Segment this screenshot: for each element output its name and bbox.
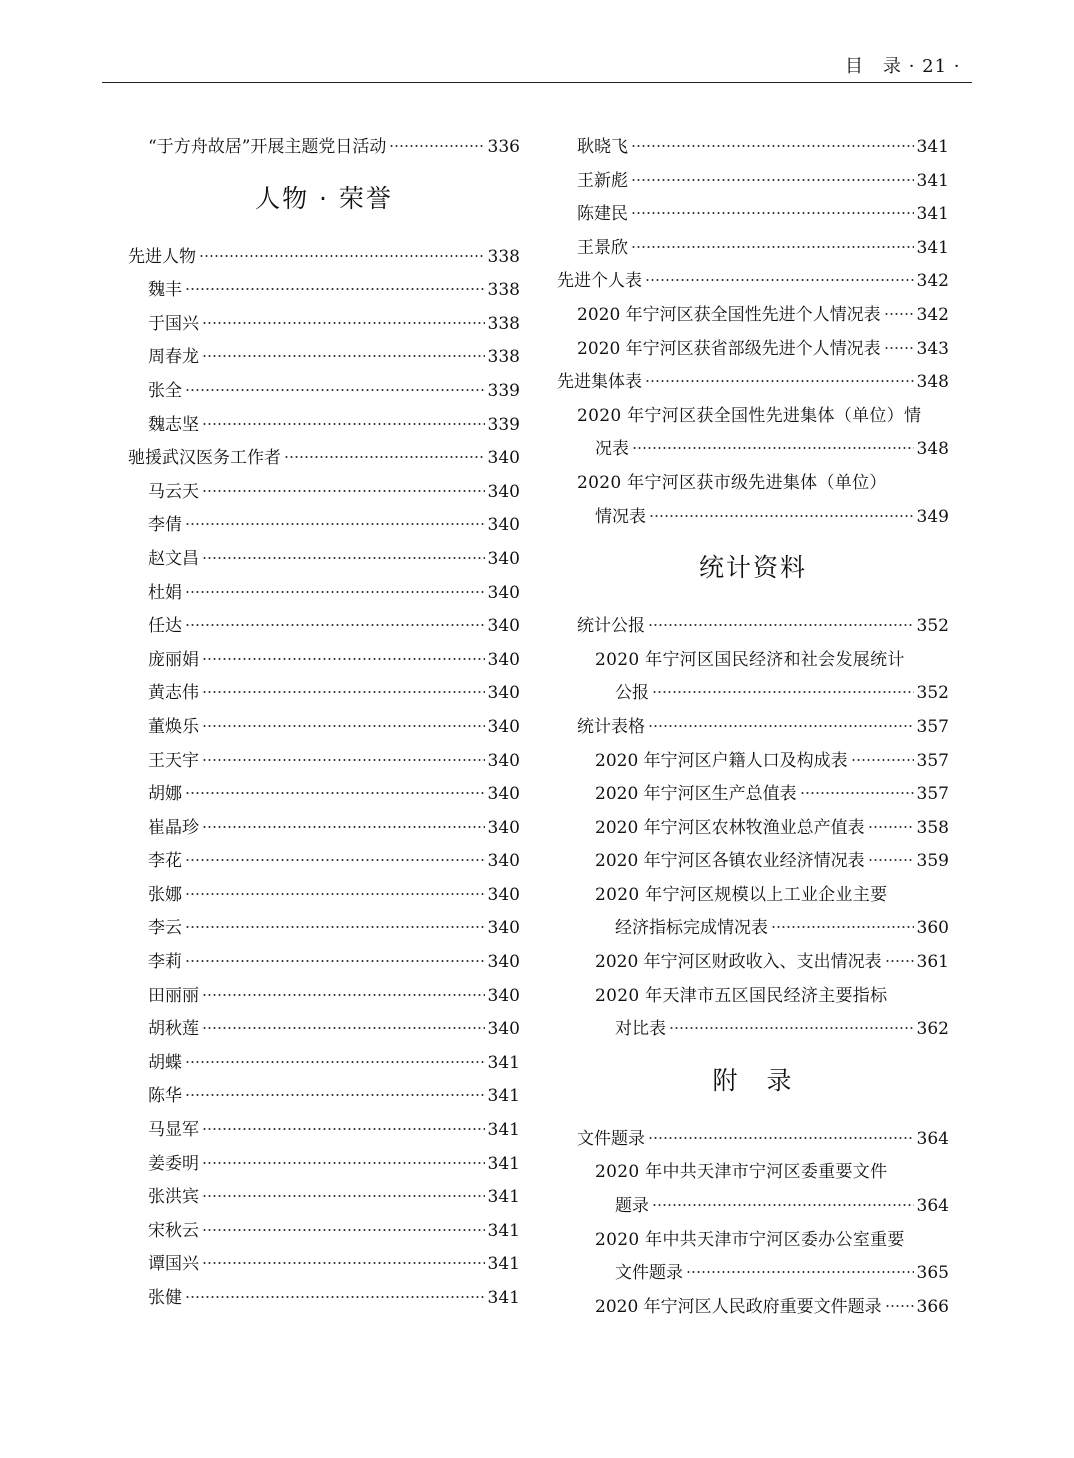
toc-entry[interactable]	[557, 845, 949, 879]
toc-entry-title: 马显军	[148, 1120, 199, 1141]
toc-entry-title: “于方舟故居”开展主题党日活动	[148, 137, 387, 157]
toc-entry[interactable]	[128, 509, 520, 543]
leader-dots	[202, 759, 485, 761]
toc-entry[interactable]	[557, 980, 949, 1014]
toc-entry-title: 2020 年宁河区各镇农业经济情况表	[595, 851, 865, 872]
toc-entry-page: 357	[916, 716, 949, 737]
header-rule	[102, 82, 972, 83]
toc-entry-page: 340	[487, 649, 520, 670]
toc-entry-page: 358	[916, 817, 949, 838]
toc-entry[interactable]	[128, 577, 520, 611]
toc-entry[interactable]	[557, 265, 949, 299]
toc-entry-page: 341	[916, 170, 949, 191]
leader-dots	[631, 179, 914, 181]
toc-entry[interactable]	[557, 711, 949, 745]
toc-entry-title: 张娜	[148, 884, 182, 905]
toc-entry-title: 题录	[615, 1196, 649, 1217]
toc-entry-title: 胡秋莲	[148, 1019, 199, 1040]
toc-entry[interactable]	[557, 1257, 949, 1291]
toc-entry-page: 342	[916, 271, 949, 292]
leader-dots	[202, 1128, 485, 1130]
toc-entry-title: 魏丰	[148, 280, 182, 301]
toc-entry-page: 364	[916, 1128, 949, 1149]
section-title-appendix: 附 录	[712, 1065, 794, 1095]
toc-entry[interactable]	[557, 165, 949, 199]
toc-entry-page: 361	[916, 952, 949, 973]
toc-entry[interactable]	[128, 1080, 520, 1114]
toc-entry-page: 341	[487, 1052, 520, 1073]
leader-dots	[389, 145, 484, 147]
leader-dots	[202, 423, 485, 425]
toc-entry-page: 341	[916, 237, 949, 258]
leader-dots	[202, 1262, 485, 1264]
toc-entry-page: 342	[916, 304, 949, 325]
leader-dots	[686, 1271, 914, 1273]
toc-entry[interactable]	[128, 442, 520, 476]
leader-dots	[632, 447, 914, 449]
toc-entry-title: 2020 年宁河区户籍人口及构成表	[595, 750, 848, 771]
toc-entry-page: 340	[487, 548, 520, 569]
toc-entry-title: 公报	[615, 683, 649, 704]
toc-entry-title: 王景欣	[577, 237, 628, 258]
toc-entry-page: 339	[487, 414, 520, 435]
leader-dots	[185, 591, 485, 593]
toc-entry-page: 340	[487, 851, 520, 872]
toc-entry[interactable]	[128, 375, 520, 409]
leader-dots	[884, 313, 914, 315]
toc-right-column	[557, 131, 949, 1324]
toc-entry-title: 2020 年宁河区生产总值表	[595, 784, 797, 805]
toc-entry-title: 黄志伟	[148, 683, 199, 704]
toc-entry[interactable]	[557, 299, 949, 333]
toc-entry[interactable]	[557, 745, 949, 779]
leader-dots	[771, 926, 914, 928]
toc-entry-page: 340	[487, 683, 520, 704]
leader-dots	[631, 246, 914, 248]
toc-entry-title: 经济指标完成情况表	[615, 918, 768, 939]
leader-dots	[185, 389, 485, 391]
toc-entry-title: 马云天	[148, 481, 199, 502]
leader-dots	[185, 960, 485, 962]
toc-entry-title: 王天宇	[148, 750, 199, 771]
leader-dots	[185, 1296, 485, 1298]
toc-entry-page: 338	[487, 347, 520, 368]
leader-dots	[284, 456, 485, 458]
leader-dots	[185, 792, 485, 794]
leader-dots	[631, 145, 914, 147]
toc-entry-title: 崔晶珍	[148, 817, 199, 838]
toc-entry-page: 340	[487, 1019, 520, 1040]
leader-dots	[199, 255, 485, 257]
toc-entry[interactable]	[557, 610, 949, 644]
leader-dots	[185, 288, 485, 290]
toc-list	[557, 131, 949, 534]
leader-dots	[185, 624, 485, 626]
toc-entry[interactable]	[128, 1148, 520, 1182]
toc-entry-title: 先进个人表	[557, 271, 642, 292]
toc-entry-page: 366	[916, 1296, 949, 1317]
leader-dots	[185, 1094, 485, 1096]
leader-dots	[185, 893, 485, 895]
leader-dots	[185, 926, 485, 928]
toc-entry[interactable]	[128, 980, 520, 1014]
toc-entry-page: 341	[487, 1220, 520, 1241]
toc-entry[interactable]	[128, 476, 520, 510]
leader-dots	[185, 859, 485, 861]
toc-entry-title: 2020 年宁河区规模以上工业企业主要	[595, 884, 888, 905]
toc-entry-title: 况表	[595, 439, 629, 460]
toc-entry-title: 2020 年天津市五区国民经济主要指标	[595, 985, 888, 1006]
toc-entry-page: 340	[487, 616, 520, 637]
toc-entry-title: 2020 年宁河区获全国性先进集体（单位）情	[577, 405, 922, 426]
toc-entry-page: 338	[487, 280, 520, 301]
toc-entry-page: 340	[487, 582, 520, 603]
toc-entry-page: 343	[916, 338, 949, 359]
toc-list	[557, 610, 949, 1047]
toc-entry[interactable]	[128, 1114, 520, 1148]
leader-dots	[885, 960, 914, 962]
toc-entry-page: 339	[487, 380, 520, 401]
toc-entry[interactable]	[128, 711, 520, 745]
toc-entry-title: 张洪宾	[148, 1187, 199, 1208]
toc-entry-page: 341	[487, 1086, 520, 1107]
toc-entry[interactable]	[128, 845, 520, 879]
toc-entry-title: 周春龙	[148, 347, 199, 368]
toc-entry-title: 先进人物	[128, 246, 196, 267]
toc-entry-page: 341	[487, 1288, 520, 1308]
toc-entry-page: 340	[487, 784, 520, 805]
toc-entry-title: 对比表	[615, 1019, 666, 1040]
toc-entry[interactable]	[128, 745, 520, 779]
toc-entry[interactable]	[128, 409, 520, 443]
toc-entry[interactable]	[557, 1156, 949, 1190]
toc-entry-title: 李花	[148, 851, 182, 872]
toc-entry-title: 2020 年宁河区获全国性先进个人情况表	[577, 304, 881, 325]
toc-entry-page: 357	[916, 750, 949, 771]
toc-entry-title: 2020 年中共天津市宁河区委办公室重要	[595, 1229, 905, 1250]
toc-entry[interactable]	[557, 644, 949, 678]
toc-entry[interactable]	[128, 1215, 520, 1249]
toc-entry-page: 364	[916, 1196, 949, 1217]
running-head: 目 录 · 21 ·	[845, 56, 961, 77]
toc-entry-title: 文件题录	[615, 1263, 683, 1284]
toc-entry-page: 360	[916, 918, 949, 939]
leader-dots	[884, 347, 914, 349]
toc-entry[interactable]	[128, 1181, 520, 1215]
leader-dots	[202, 1195, 485, 1197]
toc-entry-title: 谭国兴	[148, 1254, 199, 1275]
toc-entry-title: 胡娜	[148, 784, 182, 805]
toc-entry[interactable]	[128, 274, 520, 308]
leader-dots	[202, 725, 485, 727]
toc-entry-title: 胡蝶	[148, 1052, 182, 1073]
leader-dots	[648, 624, 914, 626]
toc-list	[557, 1123, 949, 1325]
toc-entry-title: 陈华	[148, 1086, 182, 1107]
toc-entry-title: 张全	[148, 380, 182, 401]
leader-dots	[648, 1137, 914, 1139]
toc-entry[interactable]	[128, 677, 520, 711]
toc-entry-page: 341	[487, 1120, 520, 1141]
toc-entry[interactable]	[557, 232, 949, 266]
toc-entry[interactable]	[557, 912, 949, 946]
toc-entry[interactable]	[557, 946, 949, 980]
toc-entry-title: 赵文昌	[148, 548, 199, 569]
toc-entry-title: 于国兴	[148, 313, 199, 334]
leader-dots	[202, 826, 485, 828]
toc-entry-title: 2020 年宁河区财政收入、支出情况表	[595, 952, 882, 973]
toc-entry-title: 魏志坚	[148, 414, 199, 435]
toc-entry-title: 文件题录	[577, 1128, 645, 1149]
toc-entry-title: 任达	[148, 616, 182, 637]
toc-entry-title: 庞丽娟	[148, 649, 199, 670]
toc-entry-title: 杜娟	[148, 582, 182, 603]
toc-entry[interactable]	[557, 778, 949, 812]
toc-entry-title: 田丽丽	[148, 985, 199, 1006]
toc-entry[interactable]	[557, 1123, 949, 1157]
section-title-statistics: 统计资料	[698, 553, 807, 583]
toc-entry-title: 陈建民	[577, 204, 628, 225]
toc-entry-page: 348	[916, 439, 949, 460]
leader-dots	[202, 1162, 485, 1164]
leader-dots	[202, 691, 485, 693]
leader-dots	[645, 279, 914, 281]
toc-entry-title: 统计表格	[577, 716, 645, 737]
toc-entry[interactable]	[557, 1224, 949, 1258]
toc-entry-page: 340	[487, 716, 520, 737]
leader-dots	[202, 1027, 485, 1029]
toc-entry[interactable]	[128, 543, 520, 577]
toc-entry-page: 340	[487, 985, 520, 1006]
toc-entry-title: 情况表	[595, 506, 646, 527]
toc-entry-page: 349	[916, 506, 949, 527]
toc-entry[interactable]	[557, 812, 949, 846]
toc-entry[interactable]	[557, 1190, 949, 1224]
toc-entry-title: 耿晓飞	[577, 137, 628, 157]
toc-entry-page: 340	[487, 918, 520, 939]
leader-dots	[202, 490, 485, 492]
toc-entry[interactable]	[128, 1013, 520, 1047]
toc-list	[128, 241, 520, 1316]
leader-dots	[800, 792, 914, 794]
leader-dots	[669, 1027, 914, 1029]
toc-entry[interactable]	[128, 879, 520, 913]
toc-entry-title: 张健	[148, 1288, 182, 1308]
toc-entry[interactable]	[557, 400, 949, 434]
toc-entry-title: 王新彪	[577, 170, 628, 191]
toc-entry-title: 2020 年宁河区国民经济和社会发展统计	[595, 649, 905, 670]
toc-entry-page: 341	[487, 1153, 520, 1174]
toc-entry-page: 336	[487, 137, 520, 157]
toc-entry[interactable]	[557, 501, 949, 535]
leader-dots	[868, 859, 914, 861]
toc-entry-title: 2020 年宁河区获市级先进集体（单位）	[577, 472, 887, 493]
toc-entry-page: 338	[487, 313, 520, 334]
toc-entry-page: 341	[916, 204, 949, 225]
toc-entry[interactable]	[128, 1282, 520, 1316]
toc-entry[interactable]	[557, 131, 949, 165]
toc-entry-title: 董焕乐	[148, 716, 199, 737]
toc-entry-page: 359	[916, 851, 949, 872]
toc-entry[interactable]	[557, 333, 949, 367]
leader-dots	[202, 658, 485, 660]
leader-dots	[645, 380, 914, 382]
leader-dots	[631, 212, 914, 214]
toc-entry-page: 340	[487, 481, 520, 502]
leader-dots	[202, 322, 485, 324]
toc-entry-title: 2020 年宁河区人民政府重要文件题录	[595, 1296, 882, 1317]
leader-dots	[649, 515, 914, 517]
toc-entry[interactable]	[128, 1047, 520, 1081]
toc-entry[interactable]	[128, 1248, 520, 1282]
toc-entry[interactable]	[128, 341, 520, 375]
toc-entry[interactable]	[128, 946, 520, 980]
toc-entry-title: 宋秋云	[148, 1220, 199, 1241]
leader-dots	[202, 355, 485, 357]
toc-entry[interactable]	[128, 241, 520, 275]
toc-entry-title: 李倩	[148, 515, 182, 536]
toc-entry[interactable]	[128, 610, 520, 644]
toc-entry-title: 李云	[148, 918, 182, 939]
toc-entry-page: 338	[487, 246, 520, 267]
toc-entry-title: 2020 年宁河区获省部级先进个人情况表	[577, 338, 881, 359]
toc-entry-title: 李莉	[148, 952, 182, 973]
toc-entry-page: 341	[916, 137, 949, 157]
leader-dots	[652, 691, 914, 693]
toc-entry-title: 姜委明	[148, 1153, 199, 1174]
leader-dots	[851, 759, 914, 761]
toc-entry[interactable]	[128, 131, 520, 165]
toc-entry[interactable]	[128, 778, 520, 812]
toc-entry-title: 先进集体表	[557, 372, 642, 393]
toc-entry-page: 340	[487, 952, 520, 973]
toc-entry[interactable]	[557, 879, 949, 913]
toc-entry[interactable]	[557, 1291, 949, 1325]
leader-dots	[202, 1229, 485, 1231]
toc-entry-title: 驰援武汉医务工作者	[128, 448, 281, 469]
toc-entry[interactable]	[557, 198, 949, 232]
toc-entry[interactable]	[128, 812, 520, 846]
toc-entry-page: 340	[487, 817, 520, 838]
leader-dots	[885, 1305, 914, 1307]
toc-entry[interactable]	[128, 308, 520, 342]
leader-dots	[868, 826, 914, 828]
toc-entry-page: 357	[916, 784, 949, 805]
toc-entry-page: 341	[487, 1187, 520, 1208]
section-title-people-honors: 人物 · 荣誉	[255, 183, 393, 213]
toc-entry[interactable]	[128, 912, 520, 946]
toc-entry[interactable]	[557, 433, 949, 467]
toc-entry-page: 340	[487, 515, 520, 536]
leader-dots	[202, 557, 485, 559]
toc-entry[interactable]	[128, 644, 520, 678]
toc-entry-page: 362	[916, 1019, 949, 1040]
toc-entry-page: 340	[487, 750, 520, 771]
toc-entry-title: 统计公报	[577, 616, 645, 637]
toc-entry-title: 2020 年中共天津市宁河区委重要文件	[595, 1162, 888, 1183]
toc-entry-page: 340	[487, 884, 520, 905]
toc-entry[interactable]	[557, 677, 949, 711]
toc-entry-page: 352	[916, 683, 949, 704]
toc-entry-page: 352	[916, 616, 949, 637]
leader-dots	[652, 1204, 914, 1206]
leader-dots	[648, 725, 914, 727]
toc-entry-page: 365	[916, 1263, 949, 1284]
toc-entry[interactable]	[557, 1013, 949, 1047]
toc-entry[interactable]	[557, 467, 949, 501]
toc-entry[interactable]	[557, 366, 949, 400]
toc-entry-page: 348	[916, 372, 949, 393]
leader-dots	[185, 1061, 485, 1063]
toc-entry-page: 340	[487, 448, 520, 469]
toc-entry-page: 341	[487, 1254, 520, 1275]
toc-left-column	[128, 131, 520, 1316]
toc-entry-title: 2020 年宁河区农林牧渔业总产值表	[595, 817, 865, 838]
leader-dots	[185, 523, 485, 525]
leader-dots	[202, 994, 485, 996]
